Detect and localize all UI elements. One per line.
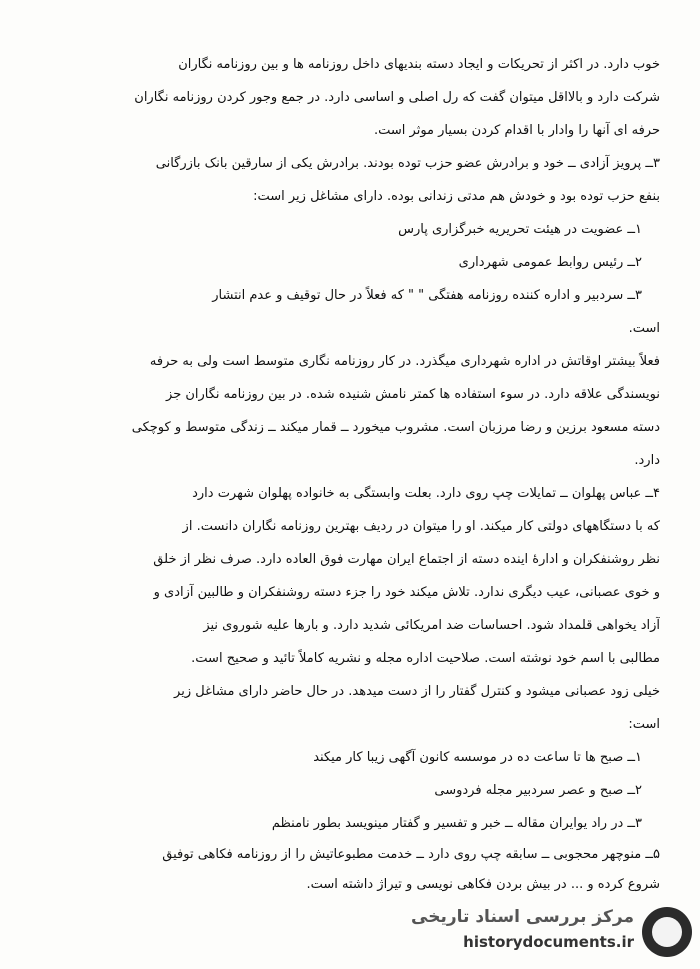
document-line: حرفه ای آنها را وادار با اقدام کردن بسیار موثر است. — [374, 123, 660, 138]
watermark-url: historydocuments.ir — [463, 933, 634, 951]
document-line: ۱ــ صبح ها تا ساعت ده در موسسه کانون آگهی زیبا کار میکند — [313, 750, 642, 765]
document-line: ۴ــ عباس پهلوان ــ تمایلات چپ روی دارد. بعلت وابستگی به خانواده پهلوان شهرت دارد — [192, 486, 660, 501]
document-line: ۲ــ صبح و عصر سردبیر مجله فردوسی — [434, 783, 642, 798]
document-line: شرکت دارد و بالااقل میتوان گفت که رل اصلی و اساسی دارد. در جمع وجور کردن روزنامه نگاران — [134, 90, 660, 105]
document-line: بنفع حزب توده بود و خودش هم مدتی زندانی بوده. دارای مشاغل زیر است: — [253, 189, 660, 204]
document-line: دارد. — [634, 453, 660, 468]
document-line: خیلی زود عصبانی میشود و کنترل گفتار را از دست میدهد. در حال حاضر دارای مشاغل زیر — [174, 684, 660, 699]
document-line: و خوی عصبانی، عیب دیگری ندارد. تلاش میکند خود را جزء دسته روشنفکران و طالبین آزادی و — [153, 585, 660, 600]
document-line: ۲ــ رئیس روابط عمومی شهرداری — [458, 255, 642, 270]
document-line: مطالبی با اسم خود نوشته است. صلاحیت اداره مجله و نشریه کاملاً تائید و صحیح است. — [191, 651, 660, 666]
document-line: ۵ــ منوچهر محجوبی ــ سابقه چپ روی دارد ــ خدمت مطبوعاتیش را از روزنامه فکاهی توفیق — [162, 847, 660, 862]
document-line: است: — [628, 717, 660, 732]
document-line: ۳ــ پرویز آزادی ــ خود و برادرش عضو حزب توده بودند. برادرش یکی از سارقین بانک بازرگانی — [155, 156, 660, 171]
archive-watermark — [411, 903, 692, 961]
document-body — [40, 48, 660, 900]
document-line: شروع کرده و ... در بیش بردن فکاهی نویسی و تیراژ داشته است. — [306, 877, 660, 892]
watermark-title: مرکز بررسی اسناد تاریخی — [411, 907, 634, 927]
document-line: ۳ــ در راد یوایران مقاله ــ خبر و تفسیر و گفتار مینویسد بطور نامنظم — [271, 816, 642, 831]
archive-emblem-icon — [642, 907, 692, 957]
document-line: ۳ــ سردبیر و اداره کننده روزنامه هفتگی " " که فعلاً در حال توقیف و عدم انتشار — [212, 288, 642, 303]
document-line: آزاد یخواهی قلمداد شود. احساسات ضد امریکائی شدید دارد. و بارها علیه شوروی نیز — [203, 618, 660, 633]
document-line: دسته مسعود برزین و رضا مرزبان است. مشروب میخورد ــ قمار میکند ــ زندگی متوسط و کوچکی — [131, 420, 660, 435]
document-line: نظر روشنفکران و ادارهٔ اینده دسته از اجتماع ایران مهارت فوق العاده دارد. صرف نظر از خلق — [153, 552, 660, 567]
document-line: ۱ــ عضویت در هیئت تحریریه خبرگزاری پارس — [398, 222, 642, 237]
document-line: نویسندگی علاقه دارد. در سوء استفاده ها کمتر نامش شنیده شده. در بین روزنامه نگاران جز — [166, 387, 660, 402]
document-line: که با دستگاههای دولتی کار میکند. او را میتوان در ردیف بهترین روزنامه نگاران دانست. از — [182, 519, 660, 534]
document-line: است. — [628, 321, 660, 336]
document-line: خوب دارد. در اکثر از تحریکات و ایجاد دسته بندیهای داخل روزنامه ها و بین روزنامه نگاران — [178, 57, 660, 72]
document-line: فعلاً بیشتر اوقاتش در اداره شهرداری میگذرد. در کار روزنامه نگاری متوسط است ولی به حرفه — [149, 354, 660, 369]
